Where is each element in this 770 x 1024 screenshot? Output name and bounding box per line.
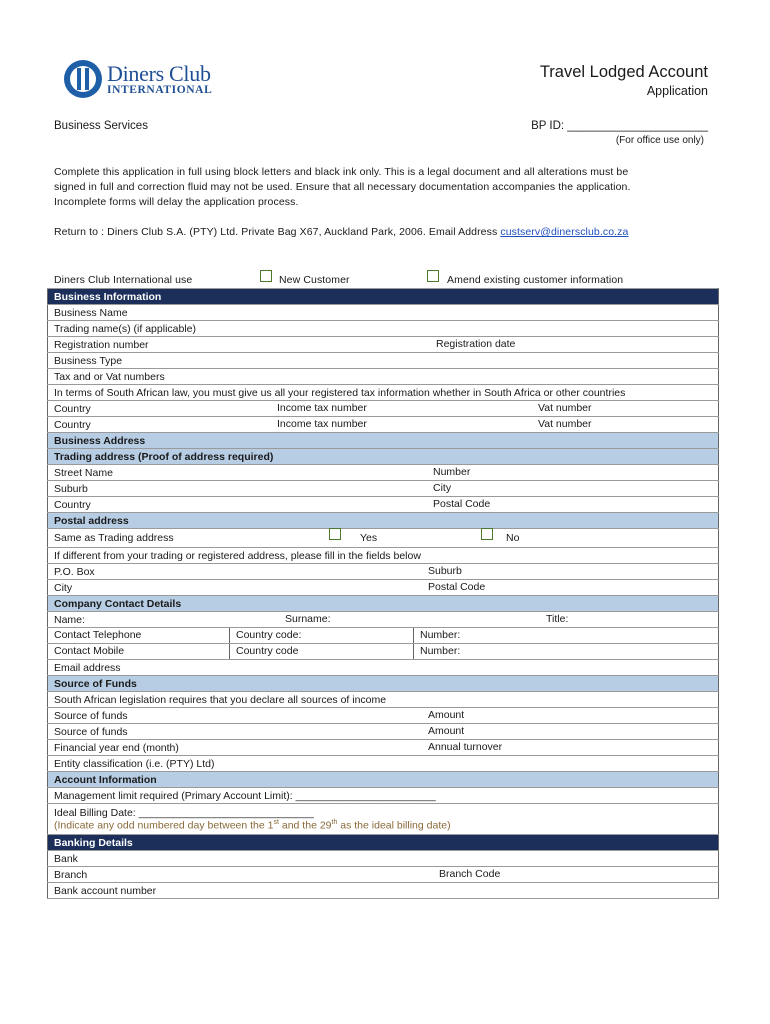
logo-emblem [64,60,102,98]
office-use-note: (For office use only) [615,135,704,146]
country-code-label: Country code: [230,628,414,643]
suburb-row[interactable] [48,481,719,497]
return-address [54,226,628,238]
name-row[interactable] [48,612,719,628]
branch-code-label: Branch Code [439,868,501,880]
bank-account-number-field[interactable]: Bank account number [48,883,719,899]
section-postal-address: Postal address [48,513,719,529]
business-type-field[interactable]: Business Type [48,353,719,369]
registration-number-label: Registration number [54,338,149,351]
return-text: Return to : Diners Club S.A. (PTY) Ltd. Private Bag X67, Auckland Park, 2006. Email Address [54,226,498,238]
postal-code-label: Postal Code [433,498,491,510]
application-form [47,288,719,899]
section-business-address: Business Address [48,433,719,449]
number-label: Number: [420,629,461,641]
city-label: City [433,482,452,494]
tax-vat-heading: Tax and or Vat numbers [48,369,719,385]
diners-club-logo [64,60,224,104]
city-label: City [54,581,73,594]
logo-text-diners-club: Diners Club [107,61,211,86]
new-customer-label: New Customer [279,274,350,286]
postal-code-label: Postal Code [428,581,486,593]
street-name-label: Street Name [54,466,113,479]
country-postal-row[interactable] [48,497,719,513]
registration-date-label: Registration date [436,338,516,350]
tax-row-2[interactable] [48,417,719,433]
tax-row-1[interactable] [48,401,719,417]
business-name-field[interactable]: Business Name [48,305,719,321]
financial-year-row[interactable] [48,740,719,756]
sa-legislation-note: South African legislation requires that you declare all sources of income [48,692,719,708]
contact-mobile-row[interactable] [48,644,719,660]
yes-label: Yes [360,532,378,544]
number-label: Number: [420,645,461,657]
registration-row[interactable] [48,337,719,353]
vat-number-label: Vat number [538,402,592,414]
ideal-billing-label: Ideal Billing Date: ______________________________ [54,806,314,819]
intro-line-3: Incomplete forms will delay the application process. [54,196,299,208]
if-different-note: If different from your trading or registered address, please fill in the fields below [48,548,719,564]
intro-line-2: signed in full and correction fluid may not be used. Ensure that all necessary documentation accompanies the application. [54,181,631,193]
intro-line-1: Complete this application in full using block letters and black ink only. This is a legal document and all alterations must be [54,166,629,178]
name-label: Name: [54,613,85,626]
contact-telephone-row[interactable] [48,628,719,644]
section-source-of-funds: Source of Funds [48,676,719,692]
source-of-funds-label: Source of funds [54,709,128,722]
suburb-label: Suburb [428,565,462,577]
billing-note: (Indicate any odd numbered day between the 1st and the 29th as the ideal billing date) [54,818,451,832]
contact-telephone-label: Contact Telephone [48,628,230,643]
same-as-trading-label: Same as Trading address [54,532,174,544]
source-funds-row-2[interactable] [48,724,719,740]
amount-label: Amount [428,725,465,737]
branch-label: Branch [54,868,88,881]
bank-field[interactable]: Bank [48,851,719,867]
amend-customer-label: Amend existing customer information [447,274,624,286]
source-funds-row-1[interactable] [48,708,719,724]
email-link[interactable]: custserv@dinersclub.co.za [500,226,629,238]
dci-use-label: Diners Club International use [54,274,193,286]
bp-id-field[interactable]: BP ID: ______________________ [531,120,708,132]
business-services-label: Business Services [54,120,148,132]
country-code-label: Country code [230,644,414,659]
amount-label: Amount [428,709,465,721]
section-business-information: Business Information [48,289,719,305]
contact-mobile-label: Contact Mobile [48,644,230,659]
income-tax-label: Income tax number [277,402,367,414]
billing-date-block[interactable] [48,804,719,835]
branch-row[interactable] [48,867,719,883]
annual-turnover-label: Annual turnover [428,741,503,753]
document-subtitle: Application [646,84,708,98]
number-label: Number [433,466,471,478]
po-box-row[interactable] [48,564,719,580]
entity-classification-field[interactable]: Entity classification (i.e. (PTY) Ltd) [48,756,719,772]
city-postal-row[interactable] [48,580,719,596]
email-address-field[interactable]: Email address [48,660,719,676]
logo-text-international: INTERNATIONAL [107,84,213,96]
country-label: Country [54,498,91,511]
no-checkbox[interactable] [481,528,493,540]
no-label: No [506,532,520,544]
amend-customer-checkbox[interactable] [427,270,439,282]
document-title: Travel Lodged Account [539,63,708,81]
new-customer-checkbox[interactable] [260,270,272,282]
tax-note: In terms of South African law, you must give us all your registered tax information whether in South Africa or other countries [48,385,719,401]
vat-number-label: Vat number [538,418,592,430]
source-of-funds-label: Source of funds [54,725,128,738]
surname-label: Surname: [285,613,331,625]
same-as-trading-row [48,529,719,548]
yes-checkbox[interactable] [329,528,341,540]
section-company-contact: Company Contact Details [48,596,719,612]
suburb-label: Suburb [54,482,88,495]
country-label: Country [54,402,91,415]
title-label: Title: [546,613,569,625]
trading-names-field[interactable]: Trading name(s) (if applicable) [48,321,719,337]
section-account-information: Account Information [48,772,719,788]
street-row[interactable] [48,465,719,481]
financial-year-end-label: Financial year end (month) [54,741,179,754]
income-tax-label: Income tax number [277,418,367,430]
section-trading-address: Trading address (Proof of address required) [48,449,719,465]
section-banking-details: Banking Details [48,835,719,851]
country-label: Country [54,418,91,431]
po-box-label: P.O. Box [54,565,95,578]
management-limit-field[interactable]: Management limit required (Primary Account Limit): ________________________ [48,788,719,804]
